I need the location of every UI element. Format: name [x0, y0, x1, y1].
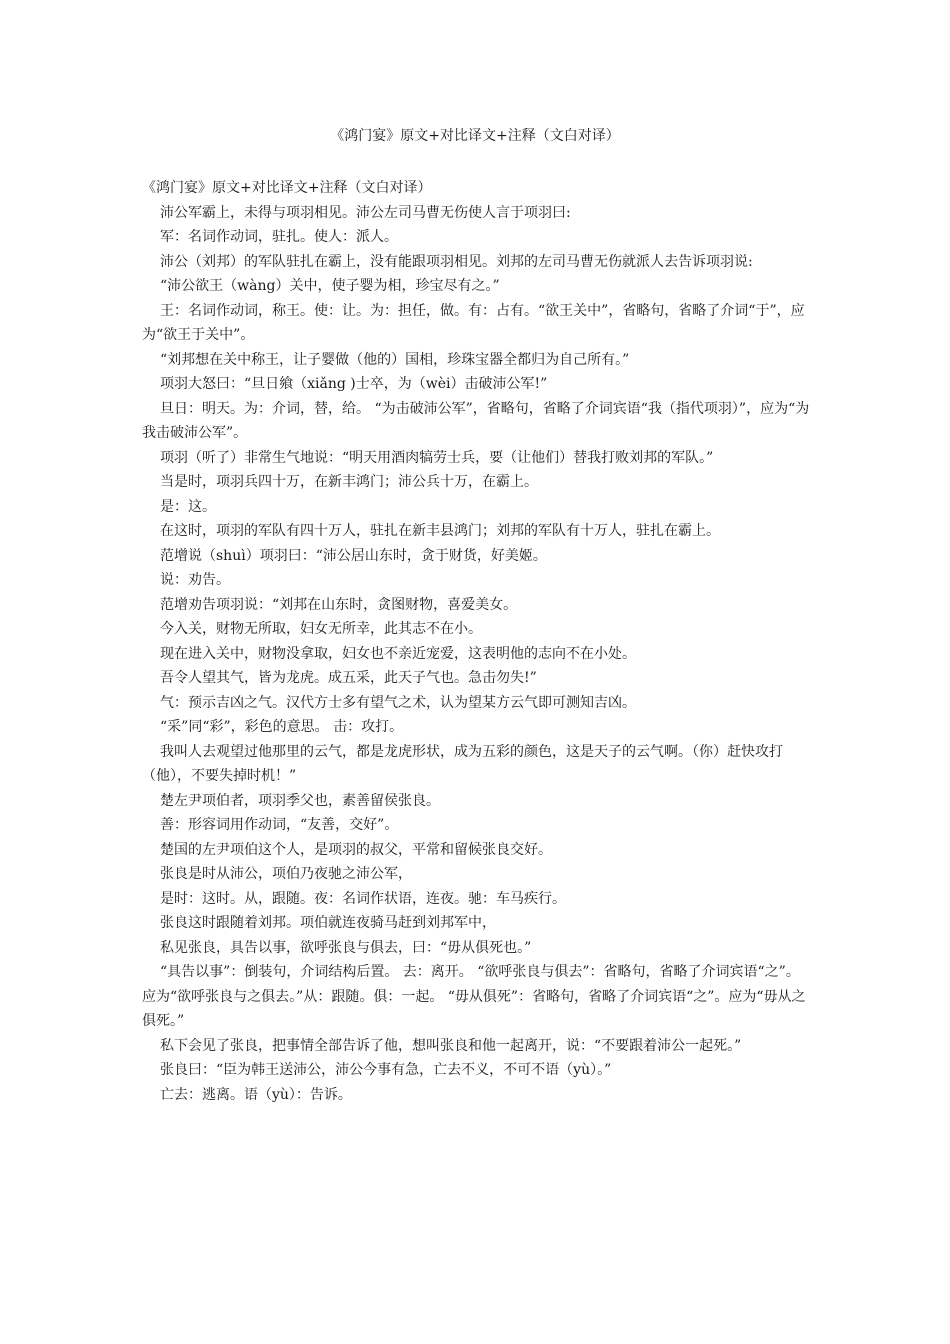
body-line: 我叫人去观望过他那里的云气，都是龙虎形状，成为五彩的颜色，这是天子的云气啊。（你）赶快攻打（他），不要失掉时机！” — [142, 743, 783, 784]
document-body — [142, 176, 810, 1107]
body-line: 项羽大怒曰：“旦日飨（xiǎng )士卒，为（wèi）击破沛公军!” — [160, 376, 548, 392]
body-line: “采”同“彩”，彩色的意思。 击：攻打。 — [160, 719, 404, 735]
body-line: 项羽（听了）非常生气地说：“明天用酒肉犒劳士兵，要（让他们）替我打败刘邦的军队。” — [160, 449, 714, 466]
body-line: 亡去：逃离。语（yù）：告诉。 — [160, 1086, 352, 1103]
body-line: 是时：这时。从，跟随。夜：名词作状语，连夜。驰：车马疾行。 — [160, 890, 566, 907]
body-line: 吾令人望其气，皆为龙虎。成五采，此天子气也。急击勿失!” — [160, 670, 537, 686]
body-line: 楚国的左尹项伯这个人，是项羽的叔父，平常和留候张良交好。 — [160, 841, 552, 858]
body-line: 王：名词作动词，称王。使：让。为：担任，做。有：占有。“欲王关中”，省略句，省略了介词“于”，应为“欲王于关中”。 — [142, 302, 805, 343]
body-line: 张良这时跟随着刘邦。项伯就连夜骑马赶到刘邦军中， — [160, 915, 496, 931]
body-line: 气：预示吉凶之气。汉代方士多有望气之术，认为望某方云气即可测知吉凶。 — [160, 694, 636, 711]
body-line: 现在进入关中，财物没拿取，妇女也不亲近宠爱，这表明他的志向不在小处。 — [160, 645, 636, 662]
body-line: 《鸿门宴》原文+对比译文+注释（文白对译） — [142, 180, 432, 196]
body-line: 军：名词作动词，驻扎。使人：派人。 — [160, 229, 398, 245]
body-line: 当是时，项羽兵四十万，在新丰鸿门；沛公兵十万，在霸上。 — [160, 474, 538, 490]
body-line: 今入关，财物无所取，妇女无所幸，此其志不在小。 — [160, 621, 482, 637]
body-line: 张良曰：“臣为韩王送沛公，沛公今事有急，亡去不义，不可不语（yù）。” — [160, 1062, 612, 1078]
body-line: 沛公（刘邦）的军队驻扎在霸上，没有能跟项羽相见。刘邦的左司马曹无伤就派人去告诉项羽说: — [160, 253, 753, 270]
body-line: 私下会见了张良，把事情全部告诉了他，想叫张良和他一起离开，说：“不要跟着沛公一起死。” — [160, 1037, 742, 1054]
body-line: 善：形容词用作动词，“友善，交好”。 — [160, 817, 399, 833]
body-line: 旦日：明天。为：介词，替，给。 “为击破沛公军”，省略句，省略了介词宾语“我（指代项羽）”，应为“为我击破沛公军”。 — [142, 400, 810, 441]
body-line: “刘邦想在关中称王，让子婴做（他的）国相，珍珠宝器全都归为自己所有。” — [160, 351, 630, 368]
document-title: 《鸿门宴》原文+对比译文+注释（文白对译） — [330, 128, 620, 144]
body-line: 张良是时从沛公，项伯乃夜驰之沛公军， — [160, 866, 412, 882]
body-line: 是：这。 — [160, 498, 216, 515]
body-line: 楚左尹项伯者，项羽季父也，素善留侯张良。 — [160, 792, 440, 809]
body-line: 沛公军霸上，未得与项羽相见。沛公左司马曹无伤使人言于项羽曰: — [160, 204, 571, 221]
body-line: 范增说（shuì）项羽曰：“沛公居山东时，贪于财货，好美姬。 — [160, 547, 547, 564]
body-line: 私见张良，具告以事，欲呼张良与俱去，曰：“毋从俱死也。” — [160, 939, 532, 956]
body-line: “沛公欲王（wàng）关中，使子婴为相，珍宝尽有之。” — [160, 278, 500, 294]
body-line: “具告以事”：倒装句，介词结构后置。 去：离开。 “欲呼张良与俱去”：省略句，省略了介词宾语“之”。应为“欲呼张良与之俱去。”从：跟随。俱：一起。 “毋从俱死”：省略句，省略了介词宾语“之”。应为“毋从之俱死。” — [142, 964, 806, 1029]
body-line: 在这时，项羽的军队有四十万人，驻扎在新丰县鸿门；刘邦的军队有十万人，驻扎在霸上。 — [160, 523, 720, 539]
body-line: 范增劝告项羽说：“刘邦在山东时，贪图财物，喜爱美女。 — [160, 596, 518, 613]
body-line: 说：劝告。 — [160, 572, 230, 588]
